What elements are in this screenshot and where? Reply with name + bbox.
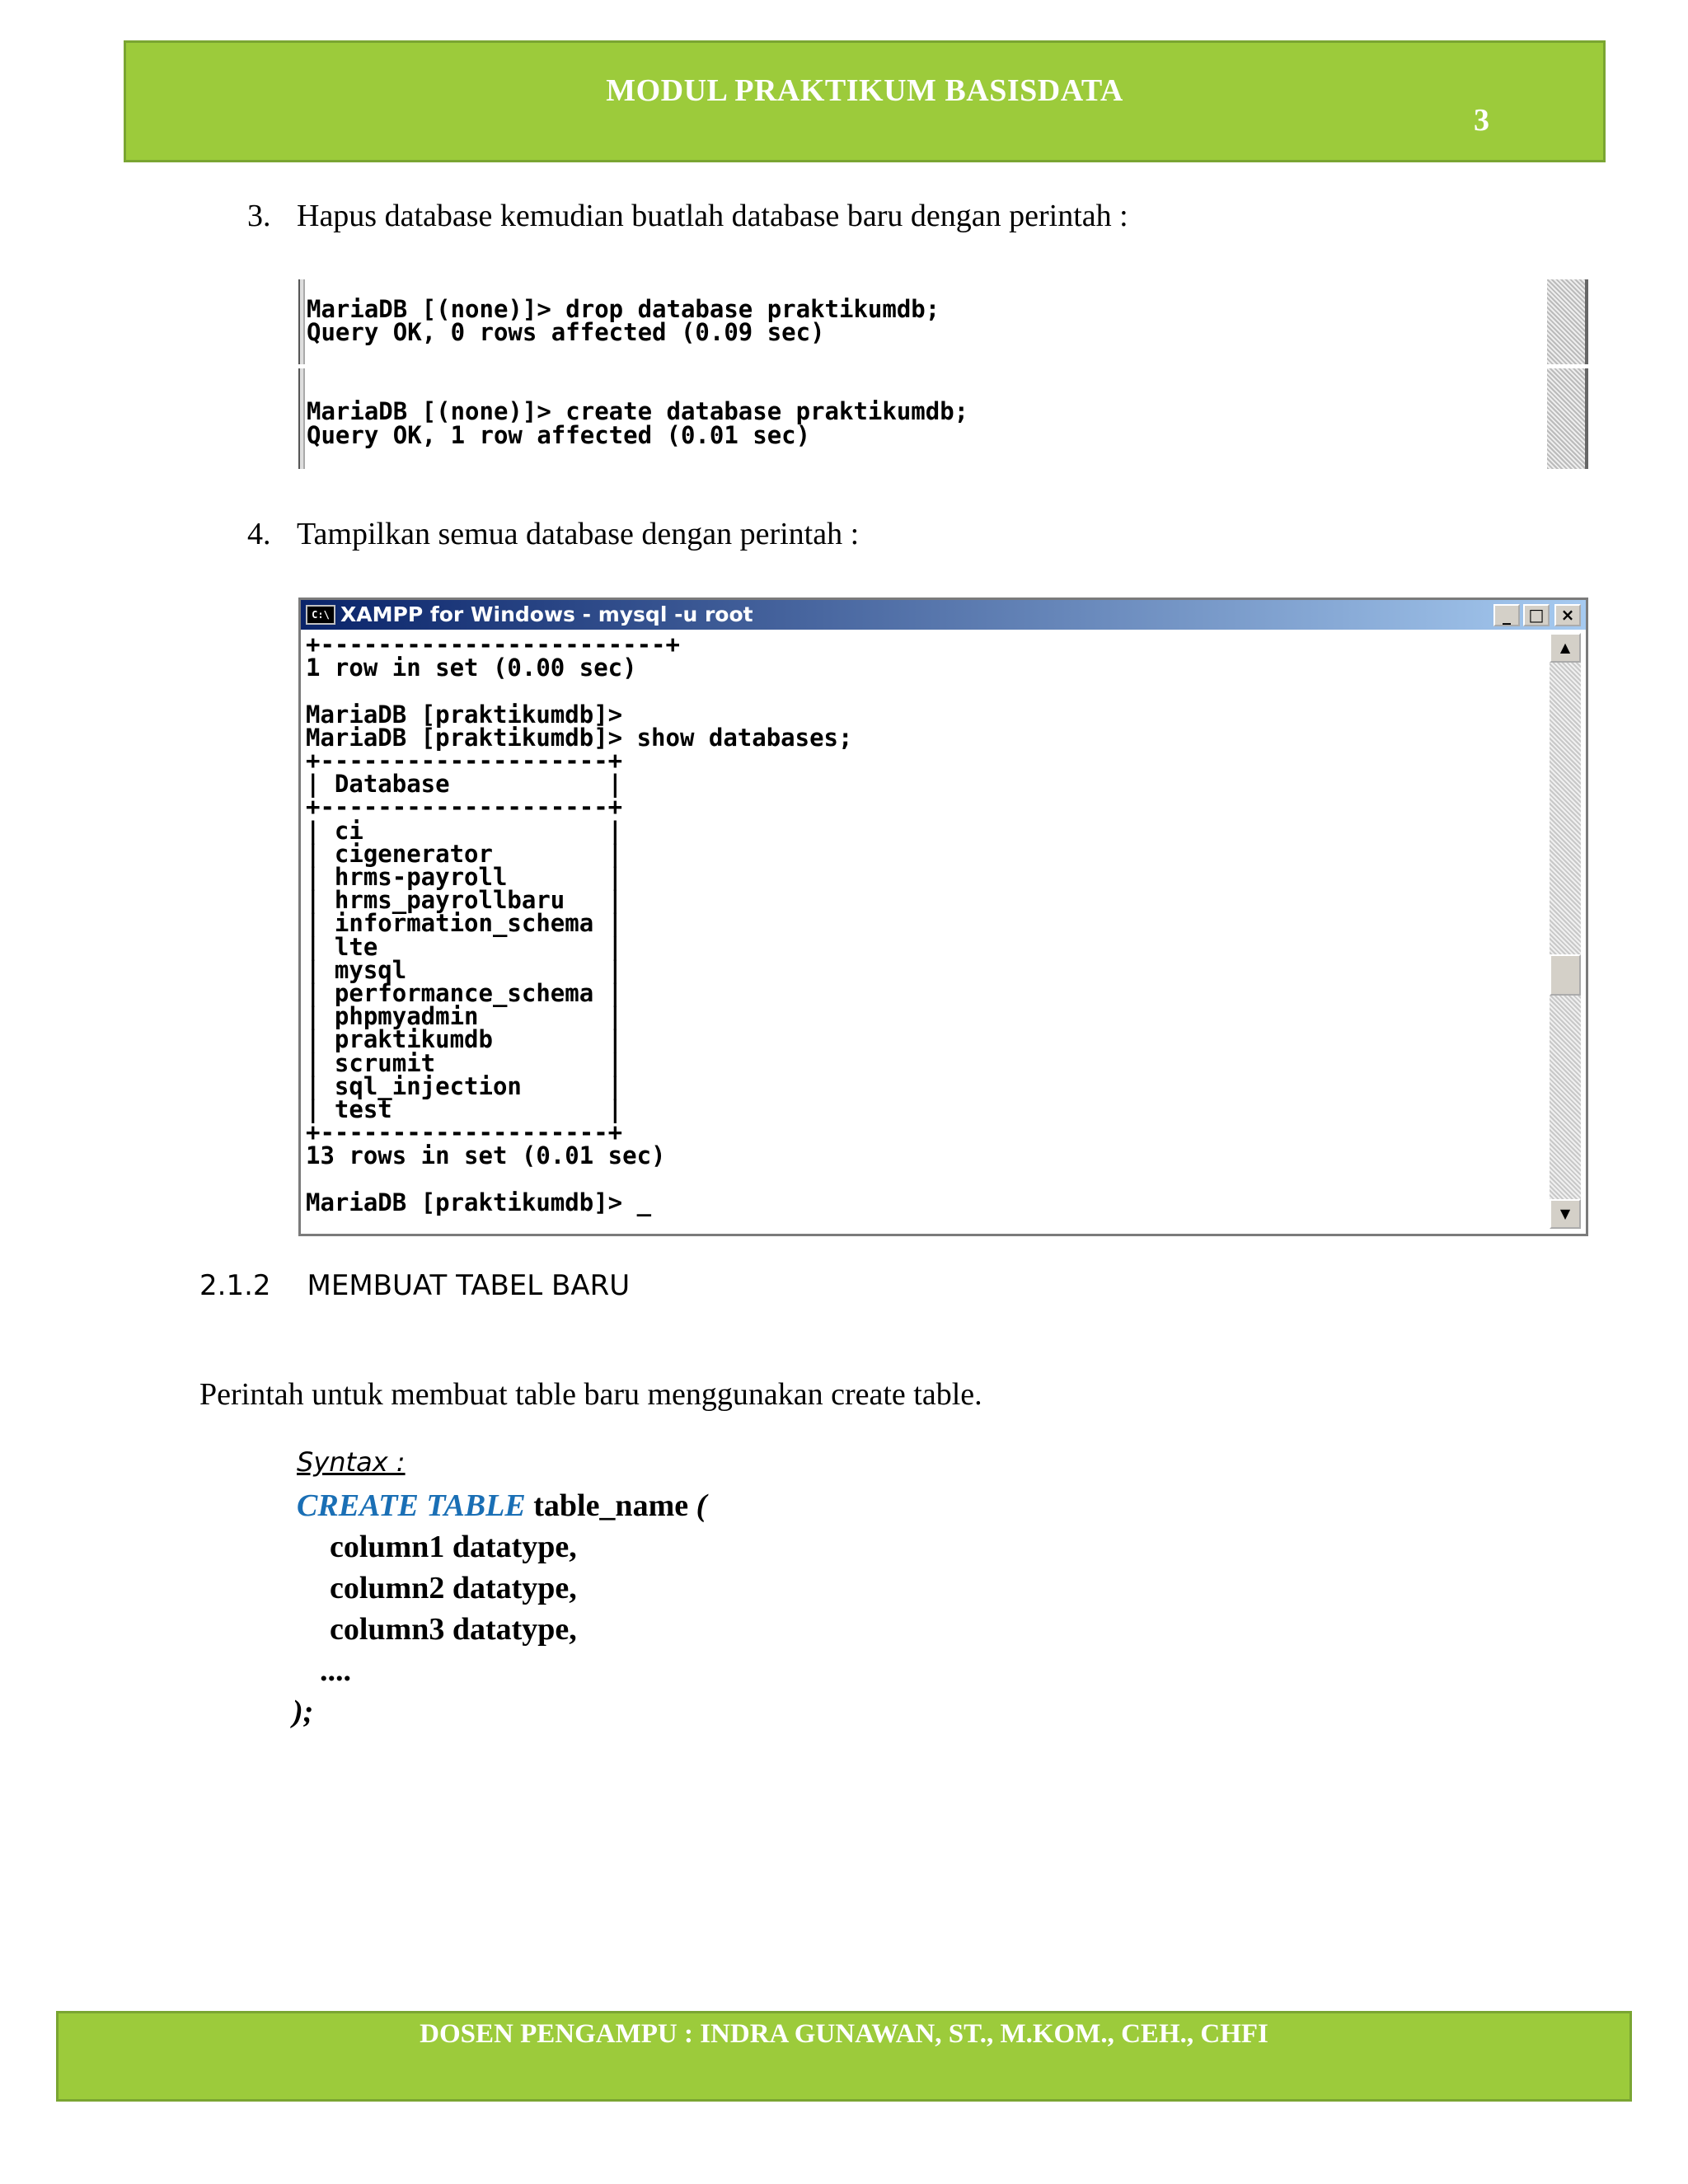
cmd-titlebar (301, 600, 1586, 630)
cmd-line: MariaDB [praktikumdb]> show databases; (306, 723, 853, 752)
page-header (124, 40, 1606, 162)
cmd-line: | lte | (306, 932, 623, 961)
cmd-line: | hrms_payrollbaru | (306, 886, 623, 915)
cmd-icon: C:\ (306, 605, 335, 625)
cmd-line: | scrumit | (306, 1048, 623, 1077)
console-scrollbar (1547, 279, 1588, 364)
open-paren: ( (696, 1488, 707, 1523)
step-number: 4. (247, 517, 271, 551)
sql-keyword: CREATE TABLE (297, 1488, 526, 1523)
cmd-scrollbar[interactable] (1550, 633, 1581, 1229)
page-number: 3 (1474, 103, 1489, 138)
cmd-line: | test | (306, 1095, 623, 1124)
maximize-icon[interactable]: □ (1523, 604, 1550, 626)
syntax-column-line: column1 datatype, (330, 1530, 577, 1564)
scroll-up-icon[interactable]: ▲ (1550, 633, 1581, 663)
console-drop-database (298, 279, 1588, 364)
syntax-column-line: column2 datatype, (330, 1571, 577, 1605)
section-heading (199, 1269, 630, 1302)
cmd-line: +--------------------+ (306, 1118, 623, 1147)
cmd-line: | cigenerator | (306, 839, 623, 868)
syntax-label: Syntax : (297, 1446, 406, 1478)
console-line: MariaDB [(none)]> create database praktikumdb; (307, 397, 969, 425)
cmd-line: +--------------------+ (306, 793, 623, 822)
cmd-line: | Database | (306, 770, 623, 799)
minimize-icon[interactable]: _ (1493, 604, 1520, 626)
cmd-line: 13 rows in set (0.01 sec) (306, 1141, 666, 1170)
cmd-line: +--------------------+ (306, 747, 623, 776)
footer-text: DOSEN PENGAMPU : INDRA GUNAWAN, ST., M.KOM., CEH., CHFI (420, 2019, 1268, 2049)
section-title: MEMBUAT TABEL BARU (307, 1269, 631, 1302)
scroll-down-icon[interactable]: ▼ (1550, 1199, 1581, 1229)
console-line: MariaDB [(none)]> drop database praktikumdb; (307, 295, 940, 323)
cmd-line: | phpmyadmin | (306, 1002, 623, 1031)
cmd-line: +------------------------+ (306, 633, 680, 658)
syntax-close: ); (293, 1694, 314, 1729)
cmd-line: MariaDB [praktikumdb]> _ (306, 1188, 652, 1216)
cmd-line: | ci | (306, 816, 623, 845)
cmd-line: | hrms-payroll | (306, 863, 623, 892)
cmd-line: | praktikumdb | (306, 1025, 623, 1054)
syntax-create-line (297, 1488, 706, 1524)
console-scrollbar (1547, 368, 1588, 469)
cmd-line: | performance_schema | (306, 979, 623, 1008)
cmd-output (306, 633, 1546, 1229)
console-left-border (298, 279, 305, 364)
cmd-line: | information_schema | (306, 909, 623, 938)
step-number: 3. (247, 199, 271, 233)
console-left-border (298, 368, 305, 469)
cmd-line: 1 row in set (0.00 sec) (306, 654, 637, 682)
console-line: Query OK, 1 row affected (0.01 sec) (307, 421, 811, 449)
console-create-database (298, 368, 1588, 469)
document-title: MODUL PRAKTIKUM BASISDATA (606, 73, 1123, 108)
step-text: Hapus database kemudian buatlah database baru dengan perintah : (297, 199, 1128, 233)
step-text: Tampilkan semua database dengan perintah : (297, 517, 860, 551)
page-footer (56, 2011, 1632, 2102)
cmd-line: | mysql | (306, 955, 623, 984)
cmd-window-title: XAMPP for Windows - mysql -u root (340, 602, 753, 626)
body-paragraph: Perintah untuk membuat table baru menggunakan create table. (199, 1377, 982, 1412)
cmd-line: MariaDB [praktikumdb]> (306, 700, 623, 729)
table-name: table_name (525, 1488, 696, 1523)
console-line: Query OK, 0 rows affected (0.09 sec) (307, 318, 825, 346)
cmd-line (306, 1168, 1546, 1191)
syntax-ellipsis: .... (320, 1653, 351, 1688)
scroll-thumb[interactable] (1550, 954, 1581, 996)
cmd-line: | sql_injection | (306, 1071, 623, 1100)
section-number: 2.1.2 (199, 1269, 271, 1302)
cmd-line (306, 679, 1546, 702)
close-icon[interactable]: × (1554, 604, 1581, 626)
syntax-column-line: column3 datatype, (330, 1612, 577, 1647)
cmd-window (298, 598, 1588, 1236)
